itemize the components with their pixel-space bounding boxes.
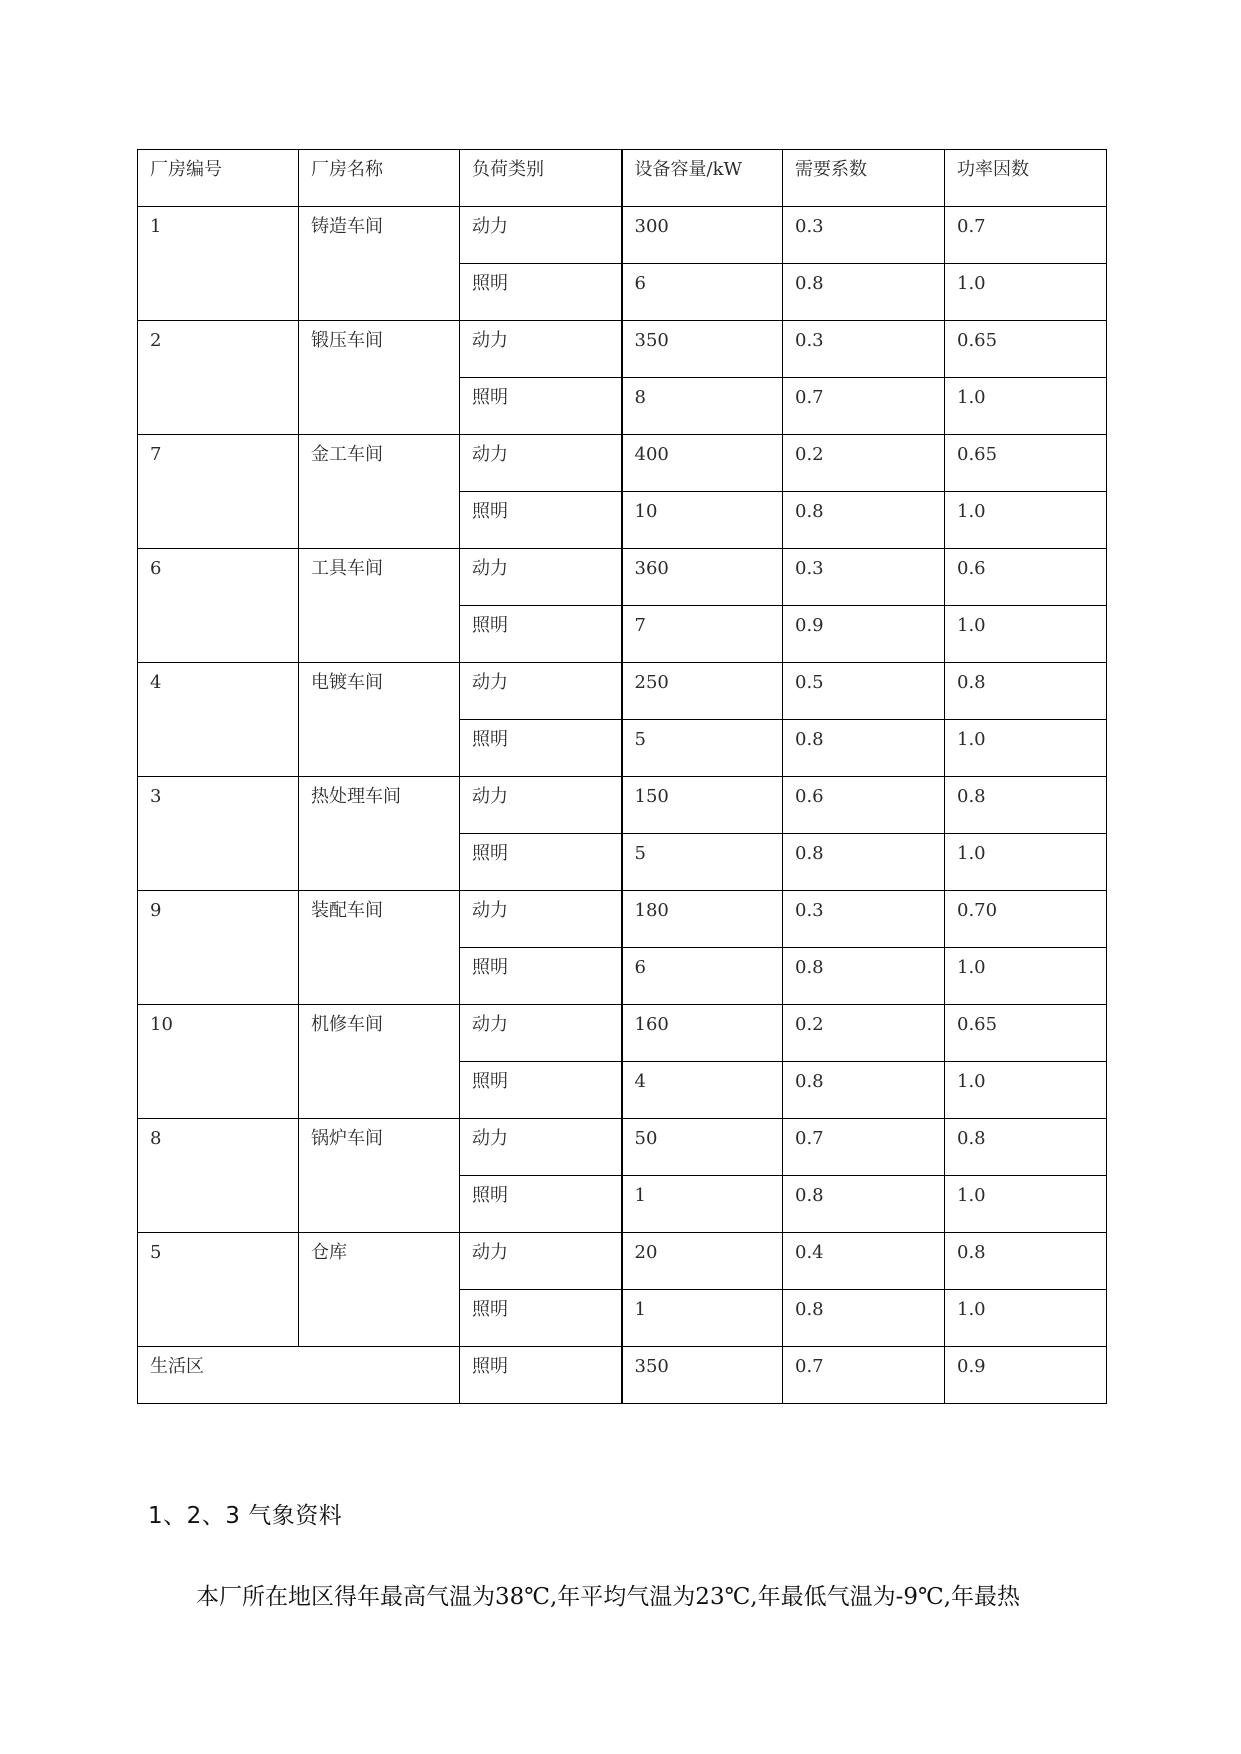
power-factor-cell: 0.9 (945, 1347, 1107, 1404)
power-factor-cell: 1.0 (945, 264, 1107, 321)
capacity-cell: 7 (622, 606, 783, 663)
load-type-cell: 照明 (460, 834, 622, 891)
load-type-cell: 照明 (460, 1062, 622, 1119)
demand-factor-cell: 0.4 (783, 1233, 945, 1290)
load-type-cell: 动力 (460, 1119, 622, 1176)
load-type-cell: 照明 (460, 378, 622, 435)
power-factor-cell: 1.0 (945, 1062, 1107, 1119)
table-body (138, 150, 1107, 1404)
plant-name-cell: 装配车间 (299, 891, 460, 1005)
section-heading: 1、2、3 气象资料 (148, 1503, 343, 1529)
power-factor-cell: 0.65 (945, 321, 1107, 378)
load-type-cell: 动力 (460, 891, 622, 948)
table-row (138, 1233, 1107, 1290)
table-header-row (138, 150, 1107, 207)
plant-id-cell: 8 (138, 1119, 299, 1233)
capacity-cell: 150 (622, 777, 783, 834)
table-row (138, 891, 1107, 948)
header-cell-demand-factor: 需要系数 (783, 150, 945, 207)
capacity-cell: 250 (622, 663, 783, 720)
power-factor-cell: 1.0 (945, 1176, 1107, 1233)
capacity-cell: 50 (622, 1119, 783, 1176)
demand-factor-cell: 0.8 (783, 720, 945, 777)
load-data-table (137, 149, 1107, 1404)
power-factor-cell: 1.0 (945, 1290, 1107, 1347)
plant-id-cell: 3 (138, 777, 299, 891)
demand-factor-cell: 0.8 (783, 492, 945, 549)
capacity-cell: 4 (622, 1062, 783, 1119)
header-cell-plant-id: 厂房编号 (138, 150, 299, 207)
header-cell-plant-name: 厂房名称 (299, 150, 460, 207)
capacity-cell: 6 (622, 264, 783, 321)
capacity-cell: 8 (622, 378, 783, 435)
power-factor-cell: 0.70 (945, 891, 1107, 948)
power-factor-cell: 0.7 (945, 207, 1107, 264)
load-type-cell: 动力 (460, 663, 622, 720)
power-factor-cell: 1.0 (945, 606, 1107, 663)
demand-factor-cell: 0.8 (783, 264, 945, 321)
capacity-cell: 350 (622, 321, 783, 378)
table-row (138, 549, 1107, 606)
capacity-cell: 1 (622, 1176, 783, 1233)
table-row (138, 1119, 1107, 1176)
power-factor-cell: 0.8 (945, 1119, 1107, 1176)
climate-paragraph: 本厂所在地区得年最高气温为38℃,年平均气温为23℃,年最低气温为-9℃,年最热 (196, 1584, 1021, 1610)
plant-name-cell: 锅炉车间 (299, 1119, 460, 1233)
load-type-cell: 照明 (460, 720, 622, 777)
power-factor-cell: 1.0 (945, 834, 1107, 891)
plant-name-cell: 工具车间 (299, 549, 460, 663)
demand-factor-cell: 0.2 (783, 1005, 945, 1062)
power-factor-cell: 1.0 (945, 948, 1107, 1005)
capacity-cell: 6 (622, 948, 783, 1005)
demand-factor-cell: 0.8 (783, 1062, 945, 1119)
demand-factor-cell: 0.8 (783, 948, 945, 1005)
load-type-cell: 动力 (460, 549, 622, 606)
power-factor-cell: 0.6 (945, 549, 1107, 606)
plant-id-cell: 1 (138, 207, 299, 321)
power-factor-cell: 0.65 (945, 435, 1107, 492)
capacity-cell: 300 (622, 207, 783, 264)
demand-factor-cell: 0.7 (783, 378, 945, 435)
plant-name-cell: 铸造车间 (299, 207, 460, 321)
load-type-cell: 照明 (460, 1347, 622, 1404)
load-type-cell: 动力 (460, 207, 622, 264)
capacity-cell: 10 (622, 492, 783, 549)
load-type-cell: 照明 (460, 1176, 622, 1233)
plant-name-cell: 金工车间 (299, 435, 460, 549)
load-type-cell: 照明 (460, 264, 622, 321)
power-factor-cell: 0.8 (945, 777, 1107, 834)
capacity-cell: 1 (622, 1290, 783, 1347)
load-type-cell: 照明 (460, 606, 622, 663)
demand-factor-cell: 0.2 (783, 435, 945, 492)
plant-id-cell: 9 (138, 891, 299, 1005)
load-type-cell: 动力 (460, 435, 622, 492)
power-factor-cell: 0.8 (945, 663, 1107, 720)
plant-id-cell: 7 (138, 435, 299, 549)
demand-factor-cell: 0.5 (783, 663, 945, 720)
capacity-cell: 20 (622, 1233, 783, 1290)
header-cell-power-factor: 功率因数 (945, 150, 1107, 207)
load-type-cell: 动力 (460, 1233, 622, 1290)
table-row (138, 321, 1107, 378)
plant-id-cell: 5 (138, 1233, 299, 1347)
demand-factor-cell: 0.3 (783, 549, 945, 606)
header-cell-capacity: 设备容量/kW (622, 150, 783, 207)
capacity-cell: 400 (622, 435, 783, 492)
demand-factor-cell: 0.7 (783, 1119, 945, 1176)
capacity-cell: 180 (622, 891, 783, 948)
load-type-cell: 照明 (460, 1290, 622, 1347)
plant-name-cell: 机修车间 (299, 1005, 460, 1119)
demand-factor-cell: 0.6 (783, 777, 945, 834)
load-type-cell: 照明 (460, 492, 622, 549)
plant-id-cell: 6 (138, 549, 299, 663)
power-factor-cell: 1.0 (945, 720, 1107, 777)
demand-factor-cell: 0.9 (783, 606, 945, 663)
demand-factor-cell: 0.3 (783, 207, 945, 264)
plant-name-cell: 锻压车间 (299, 321, 460, 435)
demand-factor-cell: 0.7 (783, 1347, 945, 1404)
table-footer-row (138, 1347, 1107, 1404)
capacity-cell: 5 (622, 834, 783, 891)
capacity-cell: 160 (622, 1005, 783, 1062)
demand-factor-cell: 0.3 (783, 891, 945, 948)
demand-factor-cell: 0.8 (783, 1290, 945, 1347)
living-area-cell: 生活区 (138, 1347, 460, 1404)
capacity-cell: 360 (622, 549, 783, 606)
plant-name-cell: 热处理车间 (299, 777, 460, 891)
load-type-cell: 照明 (460, 948, 622, 1005)
load-type-cell: 动力 (460, 321, 622, 378)
demand-factor-cell: 0.8 (783, 834, 945, 891)
load-type-cell: 动力 (460, 777, 622, 834)
table-row (138, 1005, 1107, 1062)
demand-factor-cell: 0.8 (783, 1176, 945, 1233)
power-factor-cell: 0.8 (945, 1233, 1107, 1290)
power-factor-cell: 0.65 (945, 1005, 1107, 1062)
capacity-cell: 350 (622, 1347, 783, 1404)
plant-name-cell: 仓库 (299, 1233, 460, 1347)
header-cell-load-type: 负荷类别 (460, 150, 622, 207)
demand-factor-cell: 0.3 (783, 321, 945, 378)
power-factor-cell: 1.0 (945, 378, 1107, 435)
plant-id-cell: 10 (138, 1005, 299, 1119)
plant-id-cell: 4 (138, 663, 299, 777)
table-row (138, 207, 1107, 264)
load-type-cell: 动力 (460, 1005, 622, 1062)
power-factor-cell: 1.0 (945, 492, 1107, 549)
table-row (138, 663, 1107, 720)
plant-id-cell: 2 (138, 321, 299, 435)
plant-name-cell: 电镀车间 (299, 663, 460, 777)
table-row (138, 777, 1107, 834)
capacity-cell: 5 (622, 720, 783, 777)
table-row (138, 435, 1107, 492)
